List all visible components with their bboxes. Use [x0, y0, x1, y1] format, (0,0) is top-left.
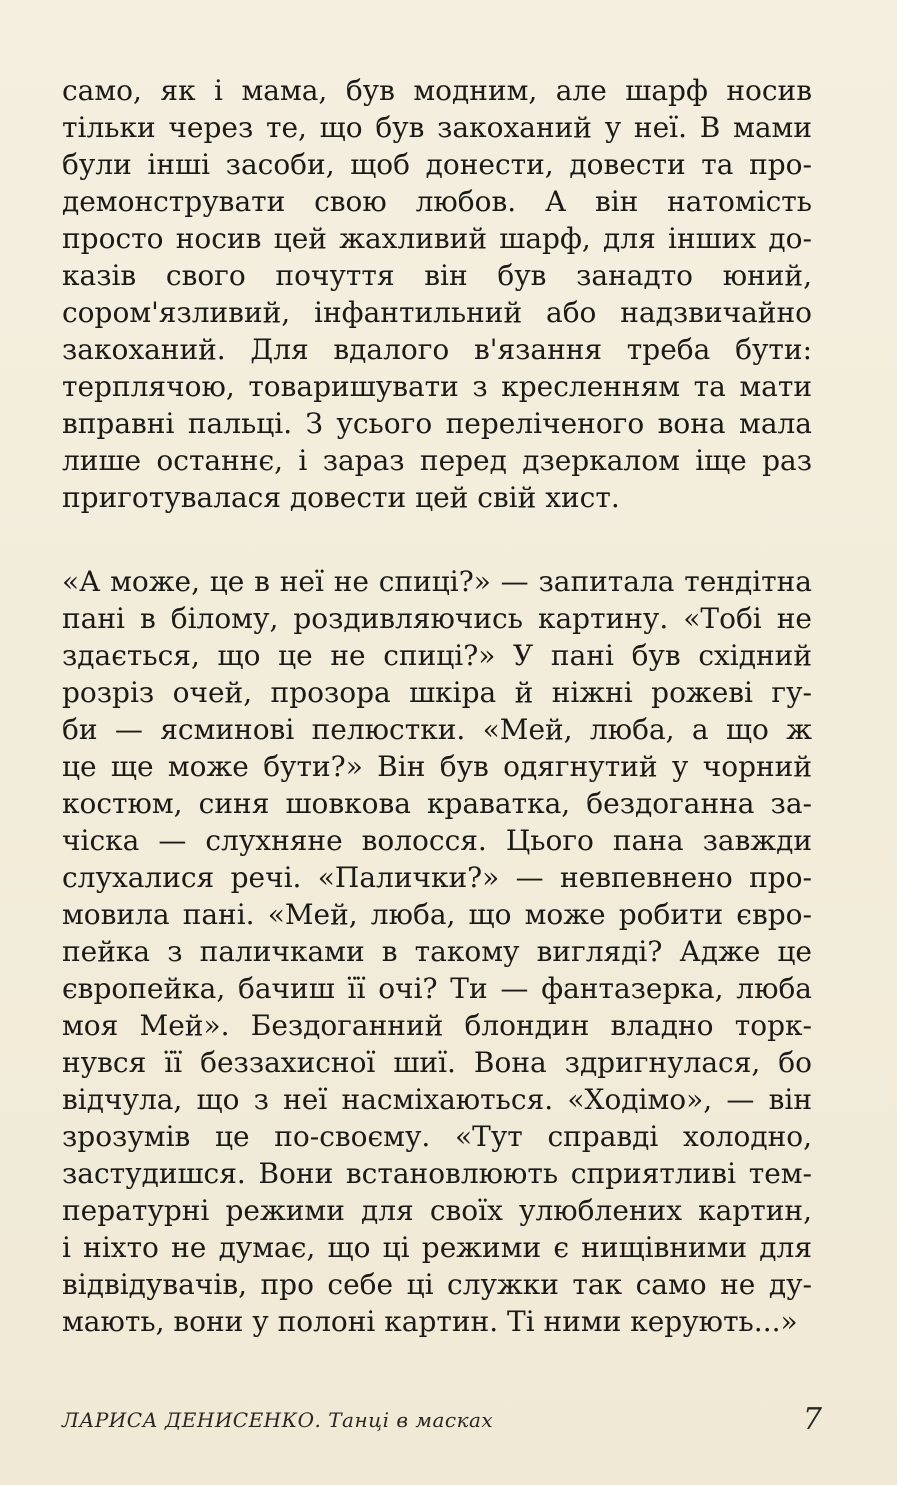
text-line: відвідувачів, про себе ці служки так само не ду- [62, 1268, 812, 1301]
text-line: нувся її беззахисної шиї. Вона здригнулася, бо [62, 1046, 812, 1079]
running-footer-author-title: ЛАРИСА ДЕНИСЕНКО. Танці в масках [62, 1408, 494, 1432]
text-line: само, як і мама, був модним, але шарф носив [62, 74, 812, 107]
text-line: закоханий. Для вдалого в'язання треба бути: [62, 333, 812, 366]
text-line: просто носив цей жахливий шарф, для інших до- [62, 222, 812, 255]
text-line: лише останнє, і зараз перед дзеркалом іще раз [62, 444, 812, 477]
text-line: чіска — слухняне волосся. Цього пана завжди [62, 824, 812, 857]
text-line: були інші засоби, щоб донести, довести та про- [62, 148, 812, 181]
page-number: 7 [802, 1402, 822, 1437]
paragraph-2 [62, 563, 812, 1340]
text-line: європейка, бачиш її очі? Ти — фантазерка, люба [62, 972, 812, 1005]
text-line: здається, що це не спиці?» У пані був східний [62, 639, 812, 672]
text-line: тільки через те, що був закоханий у неї. В мами [62, 111, 812, 144]
text-line: пані в білому, роздивляючись картину. «Тобі не [62, 602, 812, 635]
text-line: і ніхто не думає, що ці режими є нищівними для [62, 1231, 812, 1264]
text-line: мають, вони у полоні картин. Ті ними керують...» [62, 1305, 798, 1338]
text-line: вправні пальці. З усього переліченого вона мала [62, 407, 812, 440]
text-line: застудишся. Вони встановлюють сприятливі тем- [62, 1157, 812, 1190]
text-line: це ще може бути?» Він був одягнутий у чорний [62, 750, 812, 783]
text-line: демонструвати свою любов. А він натомість [62, 185, 812, 218]
text-line: казів свого почуття він був занадто юний, [62, 259, 812, 292]
text-line: сором'язливий, інфантильний або надзвичайно [62, 296, 812, 329]
text-line: зрозумів це по-своєму. «Тут справді холодно, [62, 1120, 812, 1153]
text-line: терплячою, товаришувати з кресленням та мати [62, 370, 812, 403]
text-line: пературні режими для своїх улюблених картин, [62, 1194, 812, 1227]
text-line: приготувалася довести цей свій хист. [62, 481, 620, 514]
paragraph-1 [62, 72, 812, 516]
text-line: би — ясминові пелюстки. «Мей, люба, а що ж [62, 713, 812, 746]
text-line: пейка з паличками в такому вигляді? Адже це [62, 935, 812, 968]
text-line: слухалися речі. «Палички?» — невпевнено про- [62, 861, 812, 894]
page-footer [62, 1402, 822, 1442]
text-line: розріз очей, прозора шкіра й ніжні рожеві гу- [62, 676, 812, 709]
text-line: моя Мей». Бездоганний блондин владно торк- [62, 1009, 812, 1042]
text-line: «А може, це в неї не спиці?» — запитала тендітна [62, 565, 812, 598]
text-line: мовила пані. «Мей, люба, що може робити євро- [62, 898, 812, 931]
text-line: костюм, синя шовкова краватка, бездоганна за- [62, 787, 812, 820]
text-line: відчула, що з неї насміхаються. «Ходімо», — він [62, 1083, 812, 1116]
